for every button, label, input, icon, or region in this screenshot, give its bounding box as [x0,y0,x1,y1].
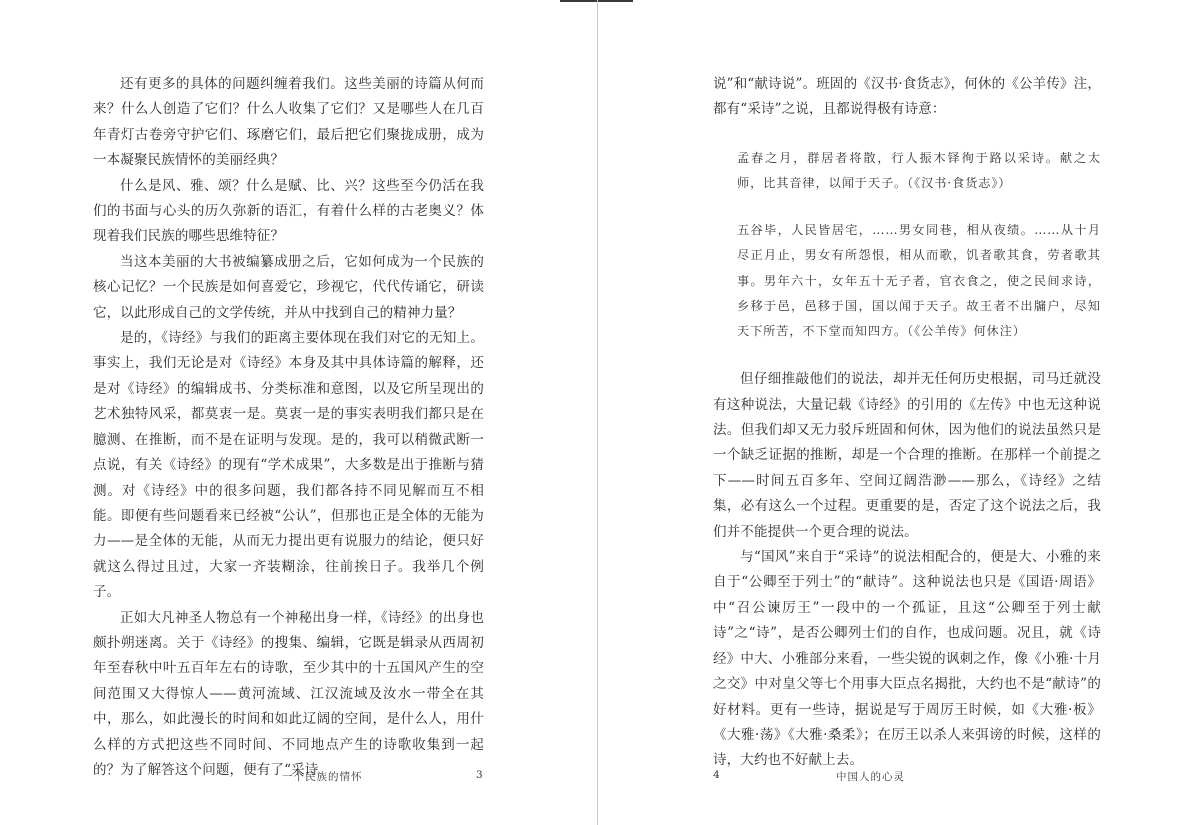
paragraph: 是的，《诗经》与我们的距离主要体现在我们对它的无知上。事实上，我们无论是对《诗经》本身及其中具体诗篇的解释，还是对《诗经》的编辑成书、分类标准和意图，以及它所呈现出的艺术独特风采，都莫衷一是。莫衷一是的事实表明我们都只是在臆测、在推断，而不是在证明与发现。是的，我可以稍微武断一点说，有关《诗经》的现有“学术成果”，大多数是出于推断与猜测。对《诗经》中的很多问题，我们都各持不同见解而互不相能。即便有些问题看来已经被“公认”，但那也正是全体的无能为力——是全体的无能，从而无力提出更有说服力的结论，便只好就这么得过且过，大家一齐装糊涂，往前挨日子。我举几个例子。 [93,330,484,601]
paragraph-continued: 说”和“献诗说”。班固的《汉书·食货志》，何休的《公羊传》注，都有“采诗”之说，且都说得极有诗意： [713,76,1101,118]
left-page-body [93,72,484,783]
paragraph: 什么是风、雅、颂？什么是赋、比、兴？这些至今仍活在我们的书面与心头的历久弥新的语汇，有着什么样的古老奥义？体现着我们民族的哪些思维特征？ [93,177,484,245]
paragraph: 还有更多的具体的问题纠缠着我们。这些美丽的诗篇从何而来？什么人创造了它们？什么人收集了它们？又是哪些人在几百年青灯古卷旁守护它们、琢磨它们，最后把它们聚拢成册，成为一本凝聚民族情怀的美丽经典？ [93,76,484,169]
right-page-body [713,72,1101,774]
right-page-number: 4 [713,769,721,781]
left-page-number: 3 [476,769,484,781]
block-quote-hanshu: 孟春之月，群居者将散，行人振木铎徇于路以采诗。献之太师，比其音律，以闻于天子。（《汉书·食货志》） [737,150,1101,191]
block-quote-gongyang: 五谷毕，人民皆居宅，……男女同巷，相从夜绩。……从十月尽正月止，男女有所怨恨，相从而歌，饥者歌其食，劳者歌其事。男年六十，女年五十无子者，官衣食之，使之民间求诗，乡移于邑，邑移于国，国以闻于天子。故王者不出牖户，尽知天下所苦，不下堂而知四方。（《公羊传》何休注） [737,223,1101,339]
right-footer-title: 中国人的心灵 [836,771,905,783]
left-page [0,0,597,825]
paragraph: 正如大凡神圣人物总有一个神秘出身一样，《诗经》的出身也颇扑朔迷离。关于《诗经》的搜集、编辑，它既是辑录从西周初年至春秋中叶五百年左右的诗歌，至少其中的十五国风产生的空间范围又大得惊人——黄河流域、江汉流域及汝水一带全在其中，那么，如此漫长的时间和如此辽阔的空间，是什么人，用什么样的方式把这些不同时间、不同地点产生的诗歌收集到一起的？为了解答这个问题，便有了“采诗 [93,609,484,778]
left-footer-title: 一个民族的情怀 [282,771,363,783]
paragraph: 当这本美丽的大书被编纂成册之后，它如何成为一个民族的核心记忆？一个民族是如何喜爱它，珍视它，代代传诵它，研读它，以此形成自己的文学传统，并从中找到自己的精神力量？ [93,253,484,321]
paragraph: 但仔细推敲他们的说法，却并无任何历史根据，司马迁就没有这种说法，大量记载《诗经》的引用的《左传》中也无这种说法。但我们却又无力驳斥班固和何休，因为他们的说法虽然只是一个缺乏证据的推断，却是一个合理的推断。在那样一个前提之下——时间五百多年、空间辽阔浩渺——那么，《诗经》之结集，必有这么一个过程。更重要的是，否定了这个说法之后，我们并不能提供一个更合理的说法。 [713,371,1101,540]
right-page [598,0,1195,825]
paragraph: 与“国风”来自于“采诗”的说法相配合的，便是大、小雅的来自于“公卿至于列士”的“献诗”。这种说法也只是《国语·周语》中“召公谏厉王”一段中的一个孤证，且这“公卿至于列士献诗”之“诗”，是否公卿列士们的自作，也成问题。况且，就《诗经》中大、小雅部分来看，一些尖锐的讽刺之作，像《小雅·十月之交》中对皇父等七个用事大臣点名揭批，大约也不是“献诗”的好材料。更有一些诗，据说是写于周厉王时候，如《大雅·板》《大雅·荡》《大雅·桑柔》；在厉王以杀人来弭谤的时候，这样的诗，大约也不好献上去。 [713,549,1101,769]
